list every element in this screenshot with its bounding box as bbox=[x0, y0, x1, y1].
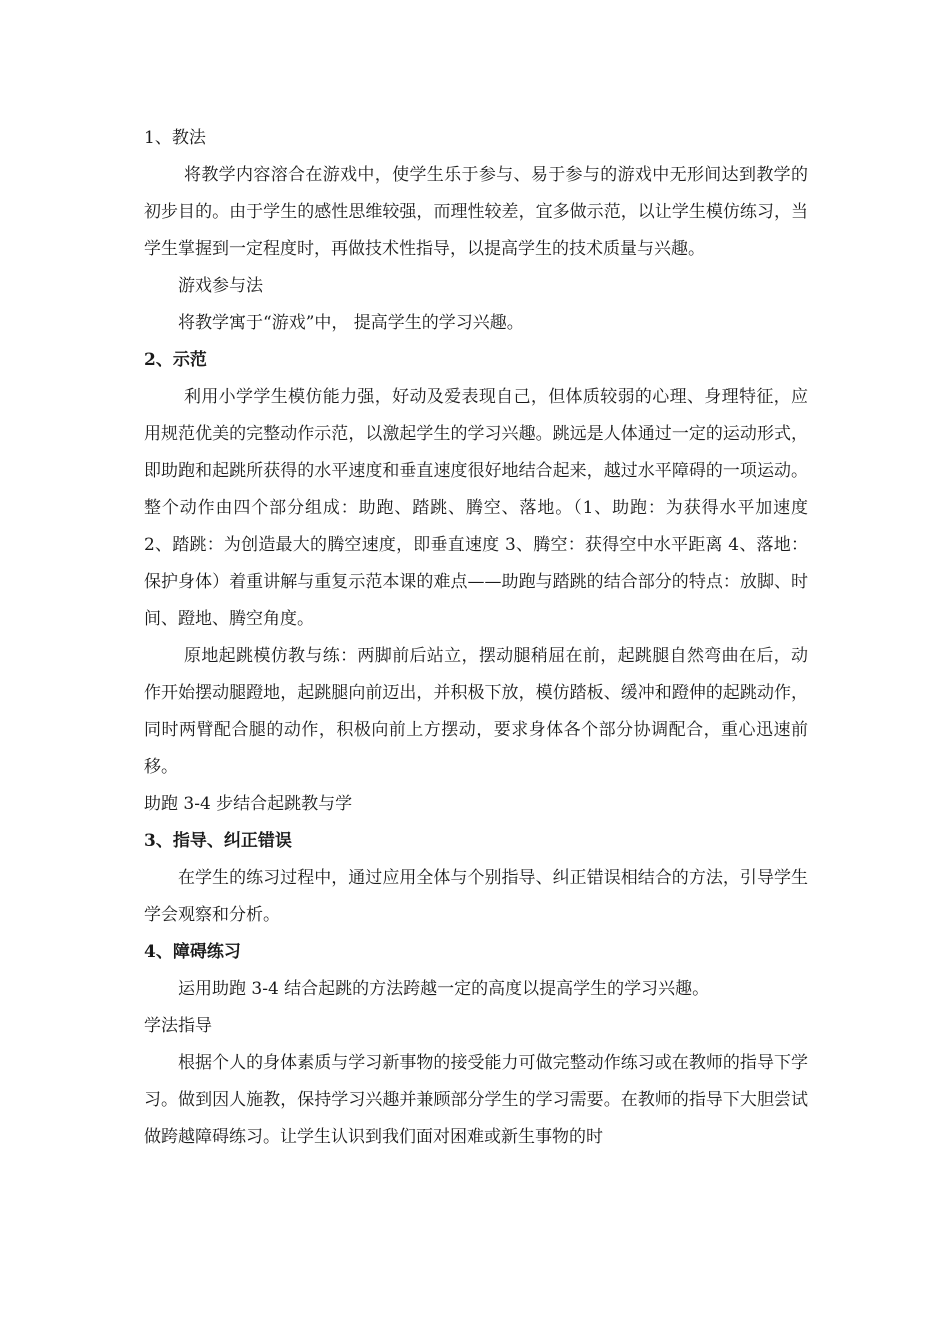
section-heading-demonstration: 2、示范 bbox=[144, 350, 207, 370]
subheading-game-method: 游戏参与法 bbox=[178, 276, 263, 296]
section-heading-teaching-method: 1、教法 bbox=[144, 128, 206, 148]
paragraph-teaching-method: 将教学内容溶合在游戏中，使学生乐于参与、易于参与的游戏中无形间达到教学的初步目的。由于学生的感性思维较强，而理性较差，宜多做示范，以让学生模仿练习，当学生掌握到一定程度时，再做技术性指导，以提高学生的技术质量与兴趣。 bbox=[144, 165, 808, 259]
paragraph-learning-guidance: 根据个人的身体素质与学习新事物的接受能力可做完整动作练习或在教师的指导下学习。做到因人施教，保持学习兴趣并兼顾部分学生的学习需要。在教师的指导下大胆尝试做跨越障碍练习。让学生认识到我们面对困难或新生事物的时 bbox=[144, 1053, 808, 1147]
line-run-up-takeoff: 助跑 3-4 步结合起跳教与学 bbox=[144, 794, 353, 814]
section-heading-guidance: 3、指导、纠正错误 bbox=[144, 831, 292, 851]
section-heading-learning-guidance: 学法指导 bbox=[144, 1016, 212, 1036]
paragraph-guidance: 在学生的练习过程中，通过应用全体与个别指导、纠正错误相结合的方法，引导学生学会观察和分析。 bbox=[144, 868, 808, 925]
document-body bbox=[144, 120, 808, 1156]
paragraph-takeoff-imitation: 原地起跳模仿教与练：两脚前后站立，摆动腿稍屈在前，起跳腿自然弯曲在后，动作开始摆动腿蹬地，起跳腿向前迈出，并积极下放，模仿踏板、缓冲和蹬伸的起跳动作，同时两臂配合腿的动作，积极向前上方摆动，要求身体各个部分协调配合，重心迅速前移。 bbox=[144, 646, 808, 777]
paragraph-game-method: 将教学寓于“游戏”中， 提高学生的学习兴趣。 bbox=[178, 313, 524, 333]
paragraph-obstacle-practice: 运用助跑 3-4 结合起跳的方法跨越一定的高度以提高学生的学习兴趣。 bbox=[178, 979, 710, 999]
section-heading-obstacle-practice: 4、障碍练习 bbox=[144, 942, 241, 962]
paragraph-demonstration: 利用小学学生模仿能力强，好动及爱表现自己，但体质较弱的心理、身理特征，应用规范优美的完整动作示范，以激起学生的学习兴趣。跳远是人体通过一定的运动形式，即助跑和起跳所获得的水平速度和垂直速度很好地结合起来，越过水平障碍的一项运动。整个动作由四个部分组成：助跑、踏跳、腾空、落地。（1、助跑：为获得水平加速度 2、踏跳：为创造最大的腾空速度，即垂直速度 3、腾空：获得空中水平距离 4、落地：保护身体）着重讲解与重复示范本课的难点——助跑与踏跳的结合部分的特点：放脚、时间、蹬地、腾空角度。 bbox=[144, 387, 808, 629]
